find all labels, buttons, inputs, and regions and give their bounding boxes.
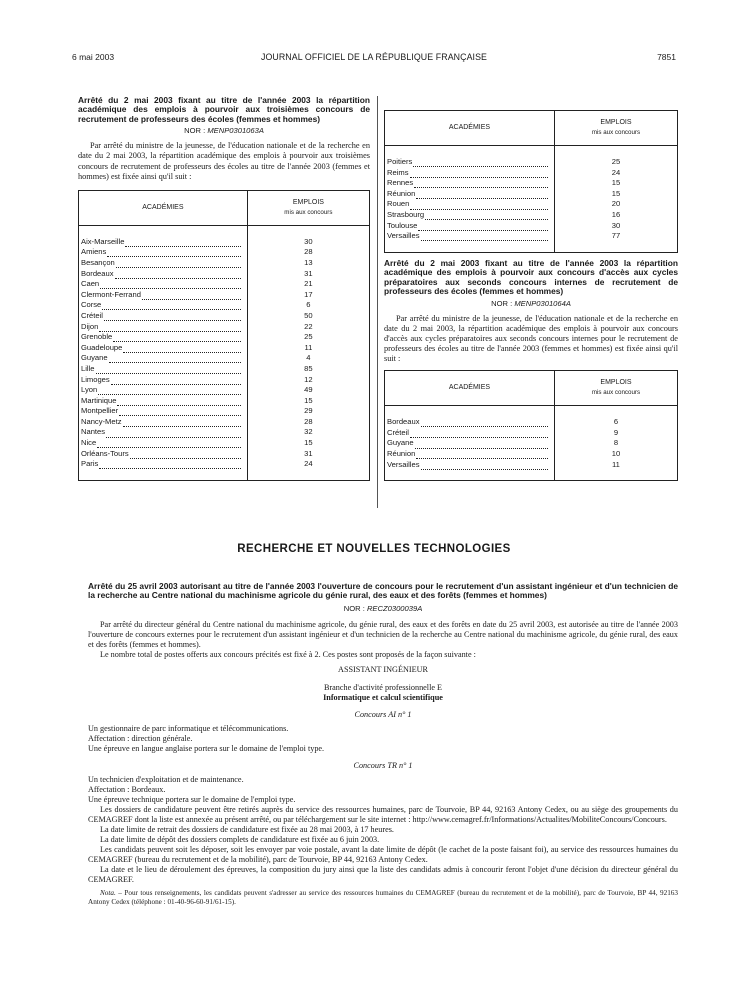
academie-cell (79, 268, 248, 279)
academie-name: Lille (81, 363, 95, 373)
academie-cell (79, 448, 248, 459)
arrete3-block (88, 582, 678, 914)
table-row (385, 417, 678, 428)
table-header-emplois-sub: mis aux concours (591, 389, 641, 397)
academie-name: Orléans-Tours (81, 448, 129, 458)
emplois-value: 30 (304, 236, 313, 246)
academie-cell (385, 417, 555, 428)
academie-cell (385, 459, 555, 470)
academie-cell (79, 416, 248, 427)
dotted-leader (410, 170, 548, 178)
arrete2-nor (384, 299, 678, 309)
table-header-emplois-sub: mis aux concours (284, 208, 333, 216)
academie-name: Aix-Marseille (81, 236, 125, 246)
academie-cell (79, 438, 248, 449)
emplois-value: 21 (304, 279, 313, 289)
academie-cell (385, 449, 555, 460)
table-row (79, 236, 370, 247)
dotted-leader (415, 441, 548, 449)
dotted-leader (97, 440, 241, 448)
concours-line: Un technicien d'exploitation et de maintenance. (88, 774, 244, 784)
continued-table (384, 110, 678, 253)
dotted-leader (421, 233, 548, 241)
dotted-leader (96, 366, 241, 374)
academie-cell (385, 178, 555, 189)
emplois-value: 24 (611, 167, 621, 177)
academie-cell (385, 438, 555, 449)
emplois-value: 85 (304, 363, 313, 373)
academie-cell (79, 395, 248, 406)
concours-line: Affectation : direction générale. (88, 733, 193, 743)
dotted-leader (109, 355, 241, 363)
concours-line: Affectation : Bordeaux. (88, 784, 166, 794)
arrete3-nor-code: RECZ0300039A (366, 603, 423, 613)
dotted-leader (102, 302, 241, 310)
emplois-value: 22 (304, 321, 313, 331)
dotted-leader (123, 419, 241, 427)
academie-name: Guyane (387, 438, 414, 448)
emplois-value: 28 (304, 416, 313, 426)
academie-cell (385, 220, 555, 231)
academie-name: Strasbourg (387, 210, 425, 220)
table-row (79, 321, 370, 332)
arrete3-title: Arrêté du 25 avril 2003 autorisant au titre de l'année 2003 l'ouverture de concours pour le recrutement d'un assistant ingénieur et d'un technicien de la recherche au Centre national du machinisme agricole du génie rural, des eaux et des forêts (femmes et hommes) (88, 581, 678, 601)
dotted-leader (98, 387, 241, 395)
emplois-value: 16 (611, 210, 621, 220)
arrete3-paragraph-5: La date limite de dépôt des dossiers complets de candidature est fixée au 6 juin 2003. (100, 834, 380, 844)
table-row (79, 268, 370, 279)
emplois-value: 9 (613, 427, 619, 437)
table-row (385, 167, 678, 178)
right-column (384, 110, 678, 481)
table-header-academies: ACADÉMIES (79, 190, 248, 225)
arrete3-paragraph-4: La date limite de retrait des dossiers de candidature est fixée au 28 mai 2003, à 17 heures. (100, 824, 394, 834)
dotted-leader (413, 159, 548, 167)
dotted-leader (416, 451, 548, 459)
academie-name: Dijon (81, 321, 99, 331)
academie-name: Montpellier (81, 406, 119, 416)
dotted-leader (107, 249, 240, 257)
concours-tr-lines (88, 775, 678, 805)
dotted-leader (421, 419, 548, 427)
arrete3-paragraph-1: Par arrêté du directeur général du Centre national du machinisme agricole, du génie rural, des eaux et des forêts en date du 25 avril 2003, est autorisée au titre de l'année 2003 l'ouverture de concours externes pour le recrutement d'un assistant ingénieur et d'un technicien de la recherche au Centre national du machinisme agricole, du génie rural, des eaux et des forêts (femmes et hommes). (88, 619, 678, 649)
table-header-emplois-label: EMPLOIS (600, 118, 632, 126)
arrete1-table (78, 190, 370, 481)
academie-name: Nancy-Metz (81, 416, 122, 426)
table-row (385, 210, 678, 221)
academie-name: Paris (81, 459, 99, 469)
academie-cell (79, 236, 248, 247)
dotted-leader (104, 313, 241, 321)
table-row (385, 220, 678, 231)
academie-name: Grenoble (81, 332, 113, 342)
academie-name: Bordeaux (387, 417, 420, 427)
emplois-value: 77 (611, 231, 621, 241)
informatique-heading: Informatique et calcul scientifique (323, 692, 443, 702)
table-header-emplois (247, 190, 369, 225)
academie-cell (79, 289, 248, 300)
emplois-value: 17 (304, 289, 313, 299)
academie-name: Créteil (81, 310, 103, 320)
table-row (79, 342, 370, 353)
academie-name: Amiens (81, 247, 107, 257)
arrete2-title: Arrêté du 2 mai 2003 fixant au titre de l'année 2003 la répartition académique des emplois à pourvoir aux concours d'accès aux cycles préparatoires aux seconds concours internes de recrutement de professeurs des écoles (femmes et hommes) (384, 257, 678, 297)
nota-text: – Pour tous renseignements, les candidats peuvent s'adresser au service des ressources humaines du CEMAGREF (bureau du recrutement et de la mobilité), parc de Tourvoie, BP 44, 92163 Antony Cedex (téléphone : 01-40-96-60-91/61-15). (88, 888, 678, 906)
arrete2-table (384, 370, 678, 481)
dotted-leader (142, 292, 241, 300)
academie-name: Créteil (387, 427, 409, 437)
nota-label: Nota. (100, 888, 116, 897)
academie-name: Martinique (81, 395, 117, 405)
emplois-value: 12 (304, 374, 313, 384)
academie-name: Toulouse (387, 220, 418, 230)
header-journal-title: JOURNAL OFFICIEL DE LA RÉPUBLIQUE FRANÇAISE (260, 52, 488, 62)
arrete3-nor (88, 604, 678, 614)
table-row (79, 385, 370, 396)
emplois-value: 25 (611, 157, 621, 167)
header-page-number: 7851 (657, 52, 676, 62)
table-header-academies: ACADÉMIES (385, 111, 555, 146)
dotted-leader (99, 461, 240, 469)
academie-name: Besançon (81, 257, 115, 267)
table-row (79, 257, 370, 268)
page-header (72, 52, 676, 66)
table-row (385, 188, 678, 199)
dotted-leader (117, 398, 240, 406)
branche-heading: Branche d'activité professionnelle E (323, 682, 443, 692)
academie-cell (79, 459, 248, 470)
academie-name: Limoges (81, 374, 110, 384)
emplois-value: 49 (304, 385, 313, 395)
academie-cell (79, 321, 248, 332)
academie-cell (79, 257, 248, 268)
academie-cell (385, 210, 555, 221)
emplois-value: 8 (613, 438, 619, 448)
arrete2-nor-code: MENP0301064A (514, 298, 571, 308)
concours-line: Un gestionnaire de parc informatique et télécommunications. (88, 723, 289, 733)
emplois-value: 31 (304, 268, 313, 278)
arrete1-nor-label: NOR : (184, 126, 206, 136)
dotted-leader (416, 191, 548, 199)
emplois-value: 31 (304, 448, 313, 458)
arrete2-nor-label: NOR : (491, 298, 513, 308)
table-row (79, 395, 370, 406)
dotted-leader (414, 180, 548, 188)
emplois-value: 30 (611, 220, 621, 230)
academie-cell (79, 332, 248, 343)
dotted-leader (421, 462, 548, 470)
academie-cell (385, 199, 555, 210)
academie-cell (79, 342, 248, 353)
academie-cell (385, 427, 555, 438)
academie-cell (79, 247, 248, 258)
arrete1-nor (78, 126, 370, 136)
left-column (78, 96, 370, 481)
academie-name: Bordeaux (81, 268, 114, 278)
academie-name: Guyane (81, 353, 108, 363)
academie-cell (385, 188, 555, 199)
academie-name: Corse (81, 300, 102, 310)
arrete3-paragraph-6: Les candidats peuvent soit les déposer, soit les envoyer par voie postale, avant la date limite de dépôt (le cachet de la poste faisant foi), au service des ressources humaines du CEMAGREF (bureau du recrutement et de la mobilité), parc de Tourvoie, BP 44, 92163 Antony Cedex. (88, 844, 678, 864)
concours-ai-heading: Concours AI n° 1 (354, 709, 412, 719)
dotted-leader (130, 451, 241, 459)
academie-cell (79, 353, 248, 364)
concours-line: Une épreuve en langue anglaise portera sur le domaine de l'emploi type. (88, 743, 325, 753)
academie-name: Versailles (387, 459, 420, 469)
academie-cell (385, 231, 555, 242)
table-row (79, 247, 370, 258)
concours-tr-heading: Concours TR n° 1 (353, 760, 413, 770)
table-row (385, 449, 678, 460)
table-row (79, 363, 370, 374)
academie-cell (79, 374, 248, 385)
academie-name: Réunion (387, 449, 416, 458)
academie-name: Caen (81, 279, 100, 289)
table-row (385, 231, 678, 242)
arrete1-nor-code: MENP0301063A (207, 126, 264, 136)
academie-name: Reims (387, 167, 409, 177)
academie-cell (79, 427, 248, 438)
header-date: 6 mai 2003 (72, 52, 115, 62)
academie-name: Guadeloupe (81, 342, 123, 352)
arrete3-paragraph-2: Le nombre total de postes offerts aux concours précités est fixé à 2. Ces postes sont proposés de la façon suivante : (100, 649, 476, 659)
academie-cell (79, 300, 248, 311)
arrete1-body: Par arrêté du ministre de la jeunesse, de l'éducation nationale et de la recherche en date du 2 mai 2003, la répartition académique des emplois à pourvoir aux troisièmes concours de recrutement de professeurs des écoles au titre de l'année 2003 (femmes et hommes) est fixée ainsi qu'il suit : (78, 141, 370, 181)
table-header-emplois-label: EMPLOIS (600, 379, 632, 387)
table-row (385, 427, 678, 438)
table-row (79, 448, 370, 459)
academie-cell (79, 310, 248, 321)
table-row (79, 416, 370, 427)
table-header-emplois (554, 371, 677, 406)
emplois-value: 6 (613, 417, 619, 427)
academie-name: Réunion (387, 188, 416, 198)
emplois-value: 11 (612, 459, 620, 469)
table-row (79, 332, 370, 343)
table-header-emplois-label: EMPLOIS (292, 198, 324, 206)
emplois-value: 25 (304, 332, 313, 342)
dotted-leader (119, 408, 241, 416)
arrete2-body: Par arrêté du ministre de la jeunesse, de l'éducation nationale et de la recherche en date du 2 mai 2003, la répartition académique des emplois à pourvoir aux concours d'accès aux cycles préparatoires aux seconds concours internes pour le recrutement de professeurs des écoles au titre de l'année 2003 (femmes et hommes) est fixée ainsi qu'il suit : (384, 313, 678, 364)
table-row (79, 289, 370, 300)
dotted-leader (113, 334, 241, 342)
dotted-leader (106, 430, 241, 438)
table-row (79, 353, 370, 364)
table-row (79, 279, 370, 290)
emplois-value: 4 (306, 353, 311, 363)
academie-name: Rennes (387, 178, 414, 188)
academie-name: Lyon (81, 385, 98, 395)
column-divider (377, 96, 378, 508)
table-row (79, 310, 370, 321)
concours-ai-lines (88, 724, 678, 754)
dotted-leader (425, 212, 548, 220)
emplois-value: 13 (304, 257, 313, 267)
dotted-leader (115, 271, 241, 279)
table-header-emplois (554, 111, 677, 146)
table-header-academies: ACADÉMIES (385, 371, 555, 406)
table-row (79, 300, 370, 311)
concours-line: Une épreuve technique portera sur le domaine de l'emploi type. (88, 794, 296, 804)
assistant-heading: ASSISTANT INGÉNIEUR (338, 664, 428, 674)
emplois-value: 15 (611, 178, 621, 188)
academie-name: Nantes (81, 427, 106, 437)
table-row (385, 157, 678, 168)
arrete3-paragraph-7: La date et le lieu de déroulement des épreuves, la composition du jury ainsi que la liste des candidats admis à concourir feront l'objet d'une décision du directeur général du CEMAGREF. (88, 864, 678, 884)
academie-cell (79, 363, 248, 374)
emplois-value: 6 (306, 300, 311, 310)
dotted-leader (418, 223, 548, 231)
emplois-value: 15 (304, 438, 313, 448)
emplois-value: 20 (611, 199, 621, 209)
table-row (79, 427, 370, 438)
dotted-leader (125, 239, 240, 247)
table-row (79, 438, 370, 449)
emplois-value: 50 (304, 310, 313, 320)
nota-note (88, 889, 678, 907)
dotted-leader (100, 281, 241, 289)
dotted-leader (111, 377, 241, 385)
academie-name: Rouen (387, 199, 410, 209)
table-row (385, 199, 678, 210)
table-row (385, 459, 678, 470)
arrete3-nor-label: NOR : (343, 603, 365, 613)
table-row (79, 459, 370, 470)
dotted-leader (123, 345, 240, 353)
table-row (79, 374, 370, 385)
table-header-emplois-sub: mis aux concours (591, 129, 641, 136)
academie-cell (79, 279, 248, 290)
emplois-value: 15 (611, 188, 621, 198)
section-title: RECHERCHE ET NOUVELLES TECHNOLOGIES (237, 543, 511, 555)
academie-cell (385, 157, 555, 168)
emplois-value: 24 (304, 459, 313, 469)
arrete3-paragraph-3: Les dossiers de candidature peuvent être retirés auprès du service des ressources humaines, parc de Tourvoie, BP 44, 92163 Antony Cedex, ou au siège des groupements du CEMAGREF dont la liste est annexée au présent arrêté, ou par téléchargement sur le site internet : http://www.cemagref.fr/Informations/Actualites/MobiliteConcours/Concours. (88, 804, 678, 824)
emplois-value: 15 (304, 395, 313, 405)
dotted-leader (410, 430, 548, 438)
academie-name: Nice (81, 438, 97, 448)
academie-name: Poitiers (387, 157, 413, 167)
academie-cell (385, 167, 555, 178)
academie-name: Versailles (387, 231, 420, 241)
emplois-value: 32 (304, 427, 313, 437)
academie-name: Clermont-Ferrand (81, 289, 141, 299)
emplois-value: 10 (611, 449, 621, 458)
emplois-value: 11 (304, 342, 313, 352)
dotted-leader (116, 260, 241, 268)
academie-cell (79, 406, 248, 417)
table-row (385, 438, 678, 449)
academie-cell (79, 385, 248, 396)
arrete1-title: Arrêté du 2 mai 2003 fixant au titre de l'année 2003 la répartition académique des emplois à pourvoir aux troisièmes concours de recrutement de professeurs des écoles (femmes et hommes) (78, 95, 370, 124)
table-row (385, 178, 678, 189)
dotted-leader (410, 202, 548, 210)
table-row (79, 406, 370, 417)
emplois-value: 28 (304, 247, 313, 257)
dotted-leader (99, 324, 240, 332)
emplois-value: 29 (304, 406, 313, 416)
